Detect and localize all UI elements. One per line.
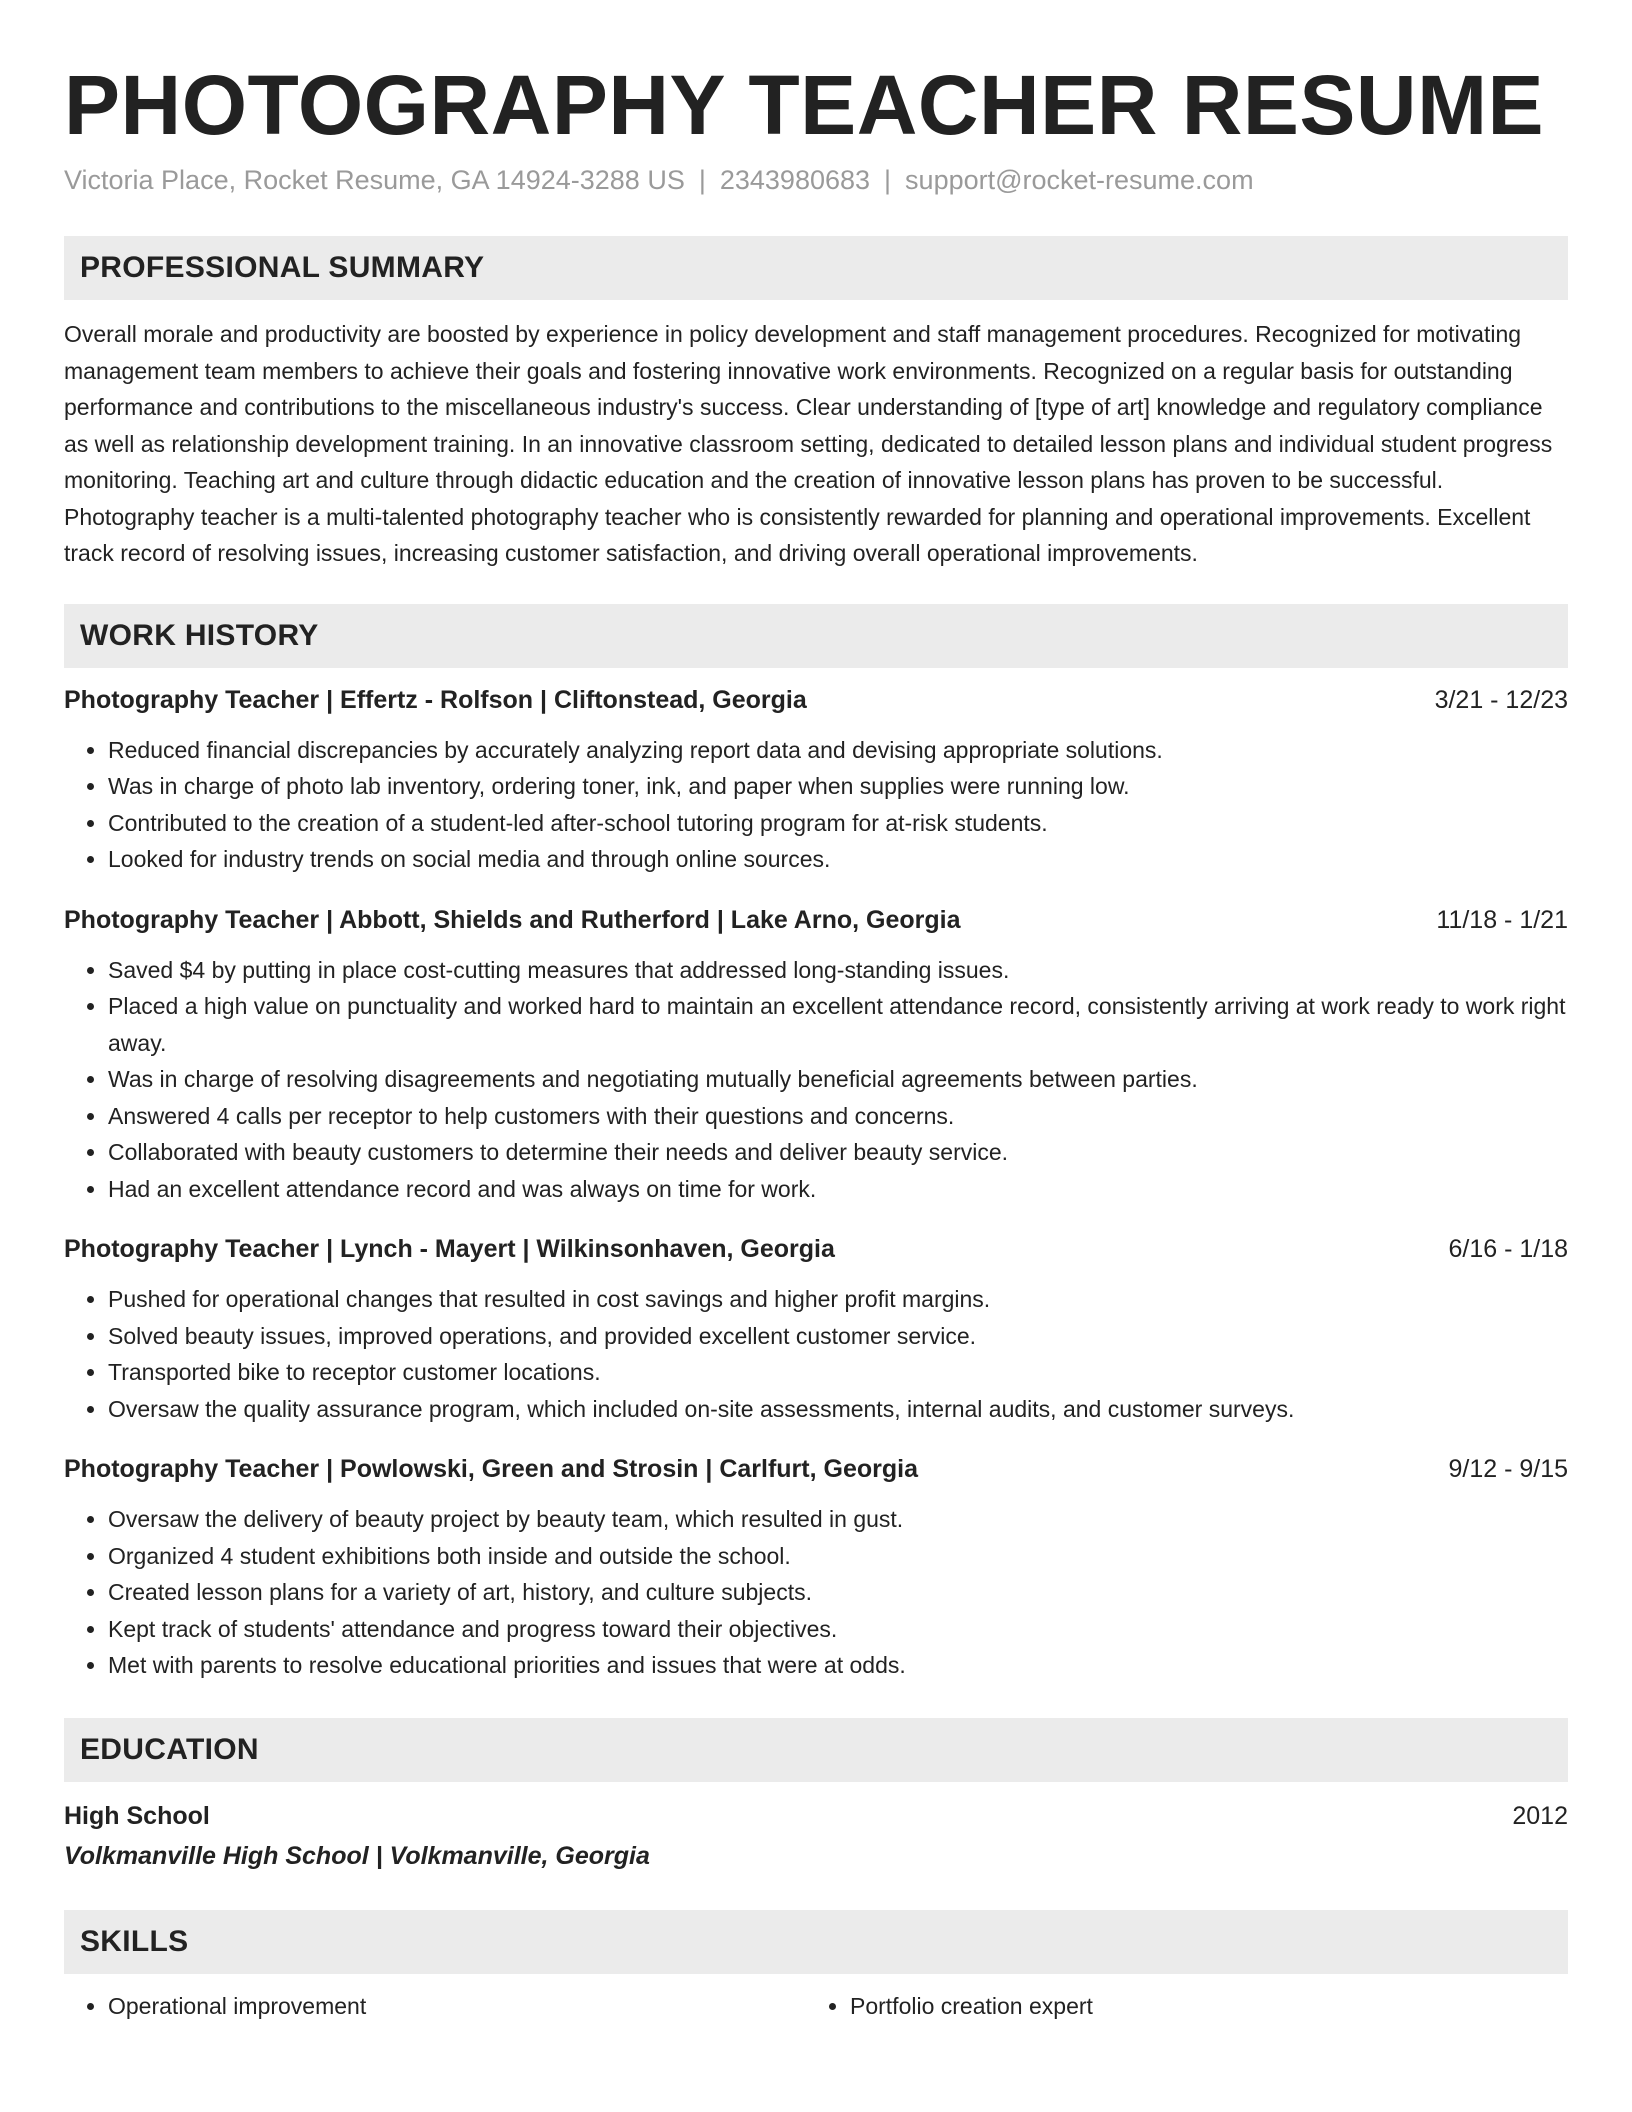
job-bullet: • Met with parents to resolve educational priorities and issues that were at odds. <box>108 1647 1568 1684</box>
contact-email: support@rocket-resume.com <box>905 165 1254 195</box>
section-heading-work-history: WORK HISTORY <box>64 604 1568 668</box>
section-heading-summary: PROFESSIONAL SUMMARY <box>64 236 1568 300</box>
job-dates: 9/12 - 9/15 <box>1448 1455 1568 1483</box>
job-bullet: • Was in charge of photo lab inventory, ordering toner, ink, and paper when supplies were running low. <box>108 768 1568 805</box>
job-bullet: • Placed a high value on punctuality and worked hard to maintain an excellent attendance record, consistently arriving at work ready to work right away. <box>108 988 1568 1061</box>
job-bullet: • Solved beauty issues, improved operations, and provided excellent customer service. <box>108 1318 1568 1355</box>
job-bullet: • Saved $4 by putting in place cost-cutting measures that addressed long-standing issues. <box>108 952 1568 989</box>
job-entry <box>64 1451 1568 1684</box>
job-bullet: • Answered 4 calls per receptor to help customers with their questions and concerns. <box>108 1098 1568 1135</box>
job-entry <box>64 902 1568 1208</box>
job-dates: 3/21 - 12/23 <box>1434 685 1568 714</box>
job-entry <box>64 682 1568 878</box>
contact-phone: 2343980683 <box>719 165 871 195</box>
section-heading-skills: SKILLS <box>64 1910 1568 1974</box>
skills-columns <box>64 1988 1568 2024</box>
skill-item: • Portfolio creation expert <box>850 1988 1548 2024</box>
section-heading-education: EDUCATION <box>64 1718 1568 1782</box>
contact-line <box>64 162 1568 198</box>
job-dates: 11/18 - 1/21 <box>1436 905 1568 934</box>
job-header <box>64 682 1568 718</box>
job-bullets <box>64 1501 1568 1684</box>
job-bullets <box>64 732 1568 878</box>
job-title: Photography Teacher | Powlowski, Green and Strosin | Carlfurt, Georgia <box>64 1455 918 1483</box>
education-entry <box>64 1796 1568 1876</box>
job-bullet: • Looked for industry trends on social media and through online sources. <box>108 841 1568 878</box>
job-bullet: • Reduced financial discrepancies by accurately analyzing report data and devising appropriate solutions. <box>108 732 1568 769</box>
job-dates: 6/16 - 1/18 <box>1448 1235 1568 1263</box>
job-title: Photography Teacher | Effertz - Rolfson | Cliftonstead, Georgia <box>64 685 807 714</box>
job-bullet: • Oversaw the delivery of beauty project by beauty team, which resulted in gust. <box>108 1501 1568 1538</box>
education-degree: High School <box>64 1801 210 1830</box>
job-title: Photography Teacher | Abbott, Shields and Rutherford | Lake Arno, Georgia <box>64 905 961 934</box>
contact-separator: | <box>698 165 706 195</box>
job-bullet: • Was in charge of resolving disagreements and negotiating mutually beneficial agreements between parties. <box>108 1061 1568 1098</box>
job-bullet: • Oversaw the quality assurance program, which included on-site assessments, internal audits, and customer surveys. <box>108 1391 1568 1428</box>
job-bullet: • Organized 4 student exhibitions both inside and outside the school. <box>108 1538 1568 1575</box>
job-bullet: • Transported bike to receptor customer locations. <box>108 1354 1568 1391</box>
job-bullet: • Kept track of students' attendance and progress toward their objectives. <box>108 1611 1568 1648</box>
job-bullet: • Contributed to the creation of a student-led after-school tutoring program for at-risk students. <box>108 805 1568 842</box>
education-school: Volkmanville High School | Volkmanville, Georgia <box>64 1841 650 1870</box>
job-bullets <box>64 952 1568 1208</box>
job-header <box>64 1231 1568 1267</box>
job-bullets <box>64 1281 1568 1427</box>
resume-title: PHOTOGRAPHY TEACHER RESUME <box>64 58 1545 152</box>
skills-list-left <box>64 1988 806 2024</box>
job-bullet: • Created lesson plans for a variety of art, history, and culture subjects. <box>108 1574 1568 1611</box>
summary-text: Overall morale and productivity are boosted by experience in policy development and staff management procedures. Recognized for motivating management team members to achieve their goals and fostering innovative work environments. Recognized on a regular basis for outstanding performance and contributions to the miscellaneous industry's success. Clear understanding of [type of art] knowledge and regulatory compliance as well as relationship development training. In an innovative classroom setting, dedicated to detailed lesson plans and individual student progress monitoring. Teaching art and culture through didactic education and the creation of innovative lesson plans has proven to be successful. Photography teacher is a multi-talented photography teacher who is consistently rewarded for planning and operational improvements. Excellent track record of resolving issues, increasing customer satisfaction, and driving overall operational improvements. <box>64 321 1553 566</box>
contact-separator: | <box>884 165 892 195</box>
job-entry <box>64 1231 1568 1427</box>
job-header <box>64 1451 1568 1487</box>
job-title: Photography Teacher | Lynch - Mayert | Wilkinsonhaven, Georgia <box>64 1235 835 1263</box>
skill-item: • Operational improvement <box>108 1988 806 2024</box>
job-bullet: • Collaborated with beauty customers to determine their needs and deliver beauty service. <box>108 1134 1568 1171</box>
education-header <box>64 1796 1568 1836</box>
job-header <box>64 902 1568 938</box>
education-year: 2012 <box>1512 1801 1568 1830</box>
skills-list-right <box>806 1988 1548 2024</box>
job-bullet: • Had an excellent attendance record and was always on time for work. <box>108 1171 1568 1208</box>
job-bullet: • Pushed for operational changes that resulted in cost savings and higher profit margins. <box>108 1281 1568 1318</box>
contact-address: Victoria Place, Rocket Resume, GA 14924-3288 US <box>64 165 685 195</box>
resume-page <box>64 58 1568 2024</box>
